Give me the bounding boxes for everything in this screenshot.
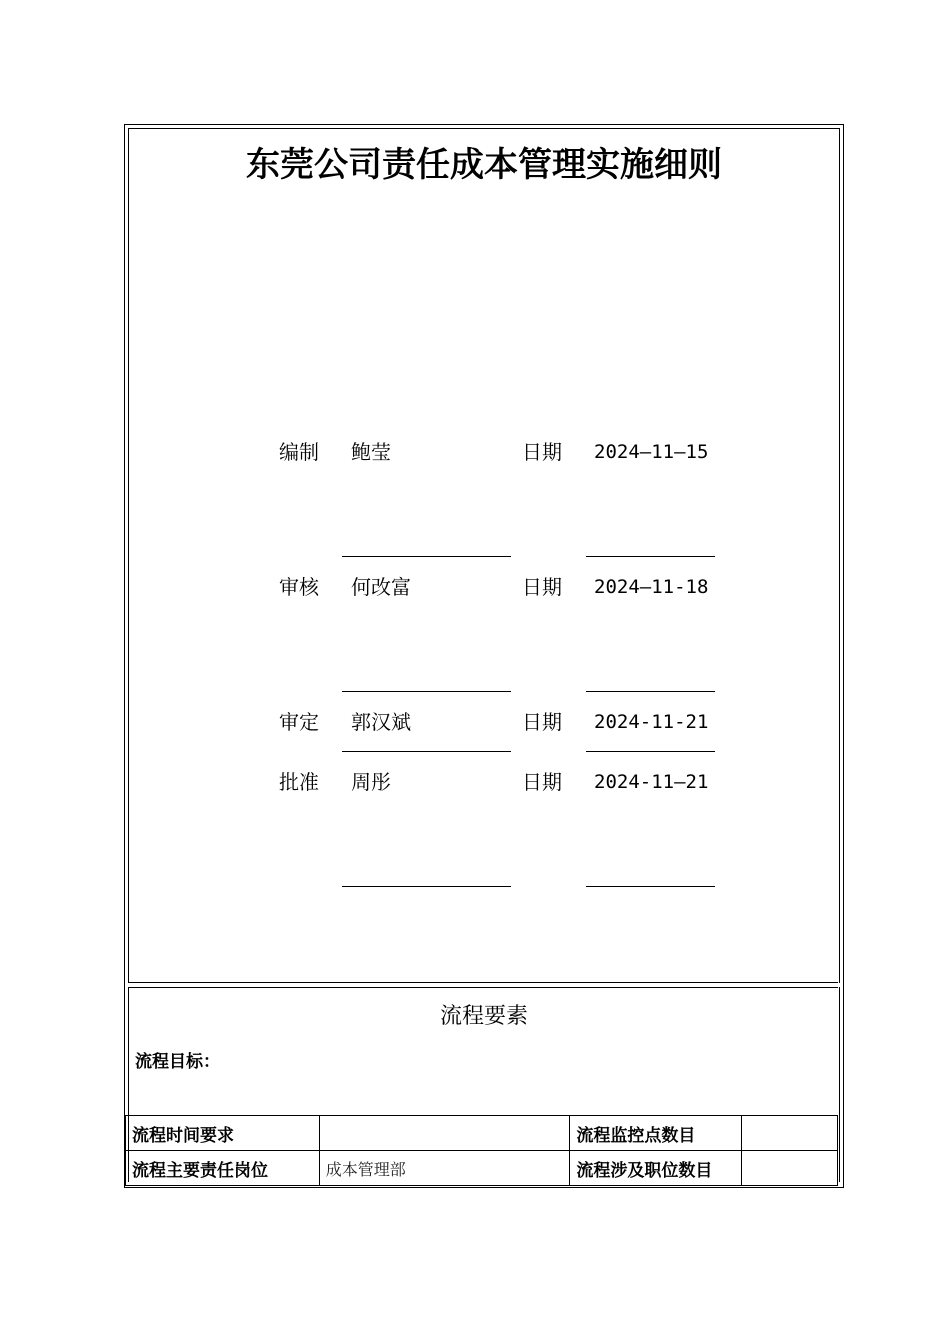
responsible-post-label: 流程主要责任岗位 [126, 1151, 320, 1186]
signoff-label-approved: 审定 [279, 710, 319, 734]
process-section-title: 流程要素 [439, 1004, 528, 1029]
signoff-name-underline [342, 886, 511, 887]
signoff-name-underline [342, 691, 511, 692]
signoff-date-compiled: 2024—11—15 [594, 441, 709, 463]
signoff-label-reviewed: 审核 [279, 575, 319, 599]
process-time-label: 流程时间要求 [126, 1116, 320, 1151]
signoff-date-approved: 2024-11-21 [594, 711, 709, 733]
process-time-value [319, 1116, 570, 1151]
signoff-date-label-compiled: 日期 [522, 440, 562, 464]
signoff-name-approved: 郭汉斌 [351, 710, 411, 734]
document-frame [124, 124, 844, 1188]
signoff-label-ratified: 批准 [279, 770, 319, 794]
signoff-date-label-reviewed: 日期 [522, 575, 562, 599]
signoff-date-label-ratified: 日期 [522, 770, 562, 794]
positions-count-label: 流程涉及职位数目 [570, 1151, 742, 1186]
signoff-label-compiled: 编制 [279, 440, 319, 464]
signoff-date-underline [586, 691, 715, 692]
table-row [126, 1151, 838, 1186]
monitoring-points-value [742, 1116, 838, 1151]
signoff-date-reviewed: 2024—11-18 [594, 576, 709, 598]
responsible-post-value: 成本管理部 [319, 1151, 570, 1186]
monitoring-points-label: 流程监控点数目 [570, 1116, 742, 1151]
signoff-date-ratified: 2024-11—21 [594, 771, 709, 793]
signoff-name-reviewed: 何改富 [351, 575, 411, 599]
signoff-name-compiled: 鲍莹 [351, 440, 391, 464]
signoff-name-underline [342, 751, 511, 752]
cover-section [128, 128, 840, 983]
table-row [126, 1116, 838, 1151]
process-goal-label: 流程目标： [135, 1052, 220, 1072]
signoff-name-ratified: 周彤 [351, 770, 391, 794]
signoff-date-label-approved: 日期 [522, 710, 562, 734]
signoff-date-underline [586, 886, 715, 887]
positions-count-value [742, 1151, 838, 1186]
document-title: 东莞公司责任成本管理实施细则 [246, 145, 722, 185]
process-requirements-table [125, 1115, 838, 1186]
signoff-name-underline [342, 556, 511, 557]
